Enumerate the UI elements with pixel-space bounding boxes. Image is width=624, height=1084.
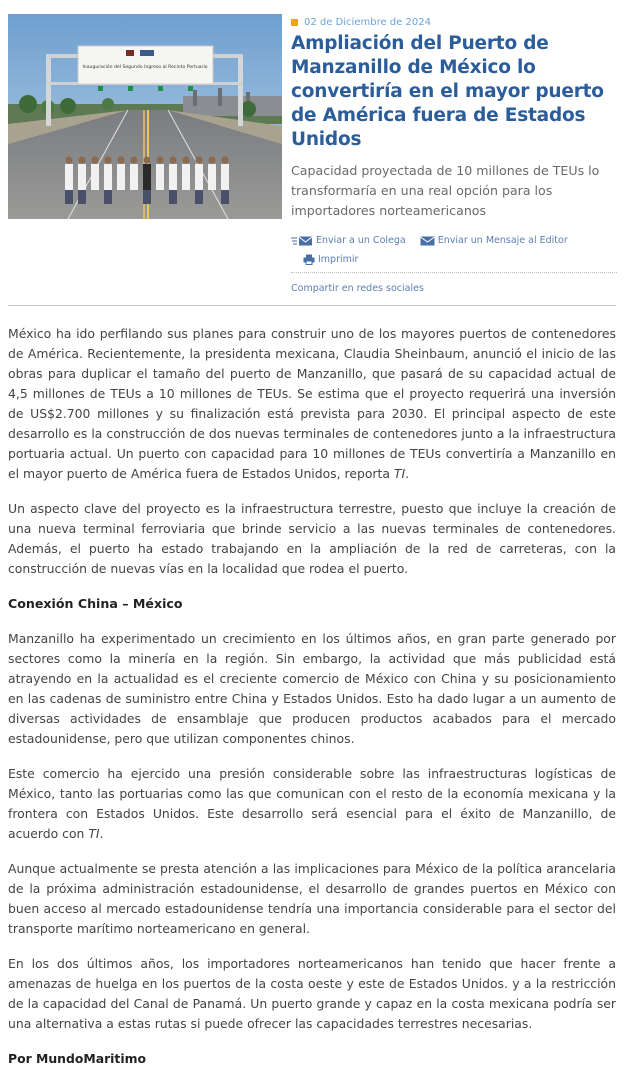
actions-row bbox=[291, 231, 617, 250]
header-divider bbox=[8, 305, 616, 306]
publish-date: 02 de Diciembre de 2024 bbox=[304, 16, 431, 28]
actions-divider bbox=[291, 272, 617, 273]
article-subtitle: Capacidad proyectada de 10 millones de TEUs lo transformaría en una real opción para los importadores norteamericanos bbox=[291, 163, 600, 218]
paragraph-1-text: México ha ido perfilando sus planes para construir uno de los mayores puertos de contenedores de América. Recientemente, la presidenta mexicana, Claudia Sheinbaum, anunció el inicio de las obras para duplicar el tamaño del puerto de Manzanillo, que pasará de su capacidad actual de 4,5 millones de TEUs a 10 millones de TEUs. Se estima que el proyecto requerirá una inversión de US$2.700 millones y su finalización está prevista para 2030. El principal aspecto de este desarrollo es la construcción de dos nuevas terminales de contenedores junto a la infraestructura portuaria actual. Un puerto con capacidad para 10 millones de TEUs convertiría a Manzanillo en el mayor puerto de América fuera de Estados Unidos, reporta bbox=[8, 326, 616, 481]
paragraph-1 bbox=[8, 324, 616, 484]
article-photo bbox=[8, 14, 282, 219]
send-colleague-link[interactable] bbox=[291, 235, 406, 246]
paragraph-4-text: Este comercio ha ejercido una presión considerable sobre las infraestructuras logísticas de México, tanto las portuarias como las que comunican con el resto de la economía mexicana y la frontera con Estados Unidos. Este desarrollo será esencial para el éxito de Manzanillo, de acuerdo con bbox=[8, 766, 616, 841]
print-row bbox=[291, 250, 617, 269]
mail-icon bbox=[420, 236, 435, 246]
send-editor-label: Enviar un Mensaje al Editor bbox=[437, 235, 568, 246]
share-social-link[interactable]: Compartir en redes sociales bbox=[291, 283, 424, 294]
article-actions bbox=[291, 231, 617, 294]
date-marker-icon bbox=[291, 19, 298, 26]
print-link[interactable] bbox=[303, 254, 358, 265]
sign-text: Inauguración del Segundo Ingreso al Recinto Portuario bbox=[82, 65, 208, 70]
source-name: TI bbox=[393, 466, 406, 481]
send-colleague-label: Enviar a un Colega bbox=[316, 235, 406, 246]
paragraph-4-end: . bbox=[99, 826, 104, 841]
byline: Por MundoMaritimo bbox=[8, 1051, 147, 1066]
article-body bbox=[8, 324, 616, 1084]
article-title: Ampliación del Puerto de Manzanillo de México lo convertiría en el mayor puerto de América fuera de Estados Unidos bbox=[291, 33, 604, 150]
paragraph-3: Manzanillo ha experimentado un crecimiento en los últimos años, en gran parte generado por sectores como la minería en la región. Sin embargo, la actividad que más publicidad está atrayendo en la actualidad es el creciente comercio de México con China y su posicionamiento en las cadenas de suministro entre China y Estados Unidos. Esto ha dado lugar a un aumento de diversas actividades de ensamblaje que producen productos acabados para el mercado estadounidense, pero que utilizan componentes chinos. bbox=[8, 631, 616, 746]
send-editor-link[interactable] bbox=[420, 235, 568, 246]
paragraph-6: En los dos últimos años, los importadores norteamericanos han tenido que hacer frente a amenazas de huelga en los puertos de la costa oeste y este de Estados Unidos. y a la restricción de la capacidad del Canal de Panamá. Un puerto grande y capaz en la costa mexicana podría ser una alternativa a estas rutas si puede ofrecer las capacidades terrestres necesarias. bbox=[8, 956, 616, 1031]
send-colleague-icon bbox=[291, 236, 313, 246]
paragraph-2: Un aspecto clave del proyecto es la infraestructura terrestre, puesto que incluye la creación de una nueva terminal ferroviaria que brinde servicio a las nuevas terminales de contenedores. Además, el puerto ha estado trabajando en la ampliación de la red de carreteras, con la construcción de nuevas vías en la localidad que rodea el puerto. bbox=[8, 501, 616, 576]
date-row bbox=[291, 14, 617, 30]
source-name: TI bbox=[88, 826, 100, 841]
print-label: Imprimir bbox=[318, 254, 359, 265]
article-header bbox=[291, 14, 617, 294]
paragraph-5: Aunque actualmente se presta atención a las implicaciones para México de la política arancelaria de la próxima administración estadounidense, el desarrollo de grandes puertos en México con buen acceso al mercado estadounidense tendría una importancia considerable para el sector del transporte marítimo norteamericano en general. bbox=[8, 861, 616, 936]
printer-icon bbox=[303, 254, 315, 265]
paragraph-1-end: . bbox=[405, 466, 410, 481]
paragraph-4 bbox=[8, 764, 616, 844]
section-heading: Conexión China – México bbox=[8, 596, 183, 611]
